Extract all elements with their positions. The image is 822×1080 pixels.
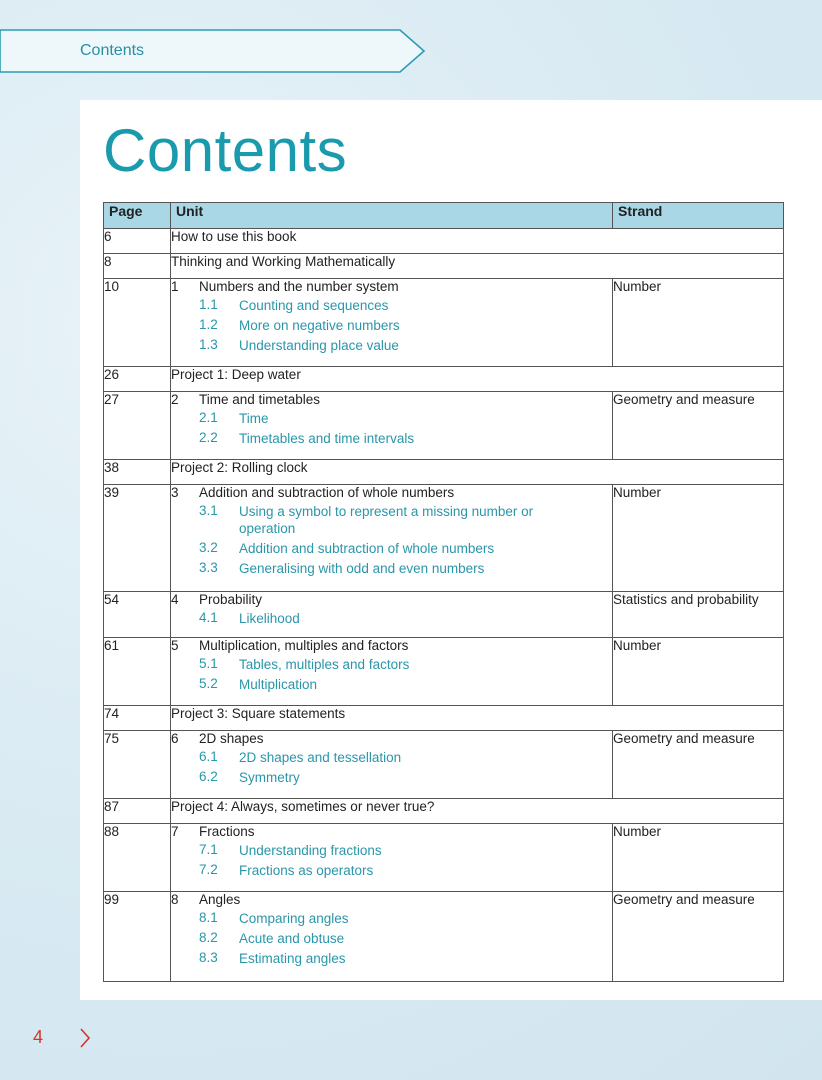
subsection-item xyxy=(171,297,612,314)
subsection-title: Understanding fractions xyxy=(239,843,382,858)
table-body xyxy=(104,229,784,982)
subsection-number: 5.1 xyxy=(199,656,218,671)
subsection-title: Tables, multiples and factors xyxy=(239,657,410,672)
subsection-number: 8.2 xyxy=(199,930,218,945)
page-cell: 26 xyxy=(104,367,171,392)
subsection-title: Comparing angles xyxy=(239,911,349,926)
subsection-number: 6.2 xyxy=(199,769,218,784)
subsection-title: Symmetry xyxy=(239,770,300,785)
unit-cell xyxy=(171,731,613,799)
unit-cell xyxy=(171,460,784,485)
unit-title: Numbers and the number system xyxy=(199,279,399,294)
strand-cell: Geometry and measure xyxy=(613,392,784,460)
unit-title: How to use this book xyxy=(171,229,297,244)
unit-number: 7 xyxy=(171,824,179,839)
unit-cell xyxy=(171,799,784,824)
table-row xyxy=(104,367,784,392)
subsection-title: Addition and subtraction of whole numbers xyxy=(239,541,495,556)
page-cell: 8 xyxy=(104,254,171,279)
table-row xyxy=(104,592,784,638)
running-header: Contents xyxy=(80,42,145,59)
column-header-unit: Unit xyxy=(171,203,613,229)
unit-heading xyxy=(171,279,612,294)
subsection-item xyxy=(171,842,612,859)
unit-title: Project 2: Rolling clock xyxy=(171,460,308,475)
subsection-number: 4.1 xyxy=(199,610,218,625)
page-title: Contents xyxy=(103,117,348,184)
subsection-title: Generalising with odd and even numbers xyxy=(239,561,485,576)
page-cell: 74 xyxy=(104,706,171,731)
unit-title: 2D shapes xyxy=(199,731,264,746)
table-row xyxy=(104,279,784,367)
subsection-number: 6.1 xyxy=(199,749,218,764)
subsection-title: More on negative numbers xyxy=(239,318,400,333)
subsection-item xyxy=(171,862,612,879)
subsection-title: Timetables and time intervals xyxy=(239,431,415,446)
subsection-item xyxy=(171,910,612,927)
unit-title: Time and timetables xyxy=(199,392,321,407)
subsection-number: 2.1 xyxy=(199,410,218,425)
page-cell: 10 xyxy=(104,279,171,367)
subsection-number: 2.2 xyxy=(199,430,218,445)
subsection-number: 7.1 xyxy=(199,842,218,857)
table-row xyxy=(104,254,784,279)
table-row xyxy=(104,392,784,460)
page-cell: 38 xyxy=(104,460,171,485)
table-row xyxy=(104,731,784,799)
subsection-item xyxy=(171,676,612,693)
table-row xyxy=(104,485,784,592)
subsection-title: Likelihood xyxy=(239,611,300,626)
header-tab-shape xyxy=(0,28,426,74)
page-number: 4 xyxy=(33,1027,44,1047)
subsection-number: 1.2 xyxy=(199,317,218,332)
subsection-item xyxy=(171,430,612,447)
header-tab xyxy=(0,28,426,74)
unit-heading xyxy=(171,392,612,407)
chevron-right-icon xyxy=(78,1027,92,1049)
unit-cell xyxy=(171,892,613,982)
unit-number: 8 xyxy=(171,892,179,907)
unit-number: 6 xyxy=(171,731,179,746)
page-cell: 75 xyxy=(104,731,171,799)
unit-cell xyxy=(171,592,613,638)
subsection-title: Understanding place value xyxy=(239,338,399,353)
subsection-item xyxy=(171,503,612,537)
unit-heading xyxy=(171,892,612,907)
table-row xyxy=(104,229,784,254)
page-cell: 87 xyxy=(104,799,171,824)
subsection-item xyxy=(171,930,612,947)
unit-cell xyxy=(171,824,613,892)
page-cell: 54 xyxy=(104,592,171,638)
contents-table xyxy=(103,202,784,982)
table-row xyxy=(104,638,784,706)
subsection-title: Using a symbol to represent a missing number or operation xyxy=(239,504,534,536)
unit-title: Angles xyxy=(199,892,241,907)
page-cell: 39 xyxy=(104,485,171,592)
page-cell: 61 xyxy=(104,638,171,706)
subsection-item xyxy=(171,769,612,786)
subsection-title: Multiplication xyxy=(239,677,318,692)
strand-cell: Number xyxy=(613,485,784,592)
unit-number: 4 xyxy=(171,592,179,607)
unit-title: Project 1: Deep water xyxy=(171,367,301,382)
unit-title: Multiplication, multiples and factors xyxy=(199,638,409,653)
unit-heading xyxy=(171,824,612,839)
column-header-strand: Strand xyxy=(613,203,784,229)
subsection-title: Acute and obtuse xyxy=(239,931,345,946)
subsection-item xyxy=(171,337,612,354)
unit-title: Project 4: Always, sometimes or never true? xyxy=(171,799,435,814)
unit-cell xyxy=(171,638,613,706)
subsection-number: 5.2 xyxy=(199,676,218,691)
strand-cell: Geometry and measure xyxy=(613,892,784,982)
subsection-title: Estimating angles xyxy=(239,951,346,966)
subsection-item xyxy=(171,540,612,557)
table-row xyxy=(104,892,784,982)
column-header-page: Page xyxy=(104,203,171,229)
strand-cell: Geometry and measure xyxy=(613,731,784,799)
subsection-number: 1.1 xyxy=(199,297,218,312)
unit-number: 1 xyxy=(171,279,179,294)
strand-cell: Number xyxy=(613,824,784,892)
unit-number: 5 xyxy=(171,638,179,653)
unit-number: 2 xyxy=(171,392,179,407)
subsection-title: Time xyxy=(239,411,269,426)
subsection-item xyxy=(171,410,612,427)
table-row xyxy=(104,799,784,824)
table-row xyxy=(104,706,784,731)
subsection-item xyxy=(171,560,612,577)
unit-heading xyxy=(171,638,612,653)
unit-cell xyxy=(171,229,784,254)
unit-cell xyxy=(171,367,784,392)
unit-heading xyxy=(171,485,612,500)
subsection-title: 2D shapes and tessellation xyxy=(239,750,402,765)
subsection-item xyxy=(171,950,612,967)
unit-title: Thinking and Working Mathematically xyxy=(171,254,396,269)
subsection-item xyxy=(171,656,612,673)
page-cell: 6 xyxy=(104,229,171,254)
subsection-title: Counting and sequences xyxy=(239,298,389,313)
table-row xyxy=(104,824,784,892)
page-cell: 27 xyxy=(104,392,171,460)
page-cell: 88 xyxy=(104,824,171,892)
page-cell: 99 xyxy=(104,892,171,982)
unit-title: Project 3: Square statements xyxy=(171,706,346,721)
unit-cell xyxy=(171,254,784,279)
subsection-item xyxy=(171,610,612,627)
strand-cell: Number xyxy=(613,638,784,706)
unit-number: 3 xyxy=(171,485,179,500)
unit-heading xyxy=(171,592,612,607)
subsection-number: 8.3 xyxy=(199,950,218,965)
table-header-row xyxy=(104,203,784,229)
subsection-number: 8.1 xyxy=(199,910,218,925)
subsection-number: 3.3 xyxy=(199,560,218,575)
unit-title: Fractions xyxy=(199,824,255,839)
unit-cell xyxy=(171,485,613,592)
strand-cell: Number xyxy=(613,279,784,367)
subsection-number: 7.2 xyxy=(199,862,218,877)
unit-title: Probability xyxy=(199,592,263,607)
strand-cell: Statistics and probability xyxy=(613,592,784,638)
unit-cell xyxy=(171,706,784,731)
subsection-number: 3.2 xyxy=(199,540,218,555)
subsection-number: 1.3 xyxy=(199,337,218,352)
subsection-title: Fractions as operators xyxy=(239,863,374,878)
subsection-item xyxy=(171,317,612,334)
unit-cell xyxy=(171,392,613,460)
unit-title: Addition and subtraction of whole numbers xyxy=(199,485,455,500)
unit-cell xyxy=(171,279,613,367)
table-row xyxy=(104,460,784,485)
unit-heading xyxy=(171,731,612,746)
subsection-number: 3.1 xyxy=(199,503,218,518)
subsection-item xyxy=(171,749,612,766)
